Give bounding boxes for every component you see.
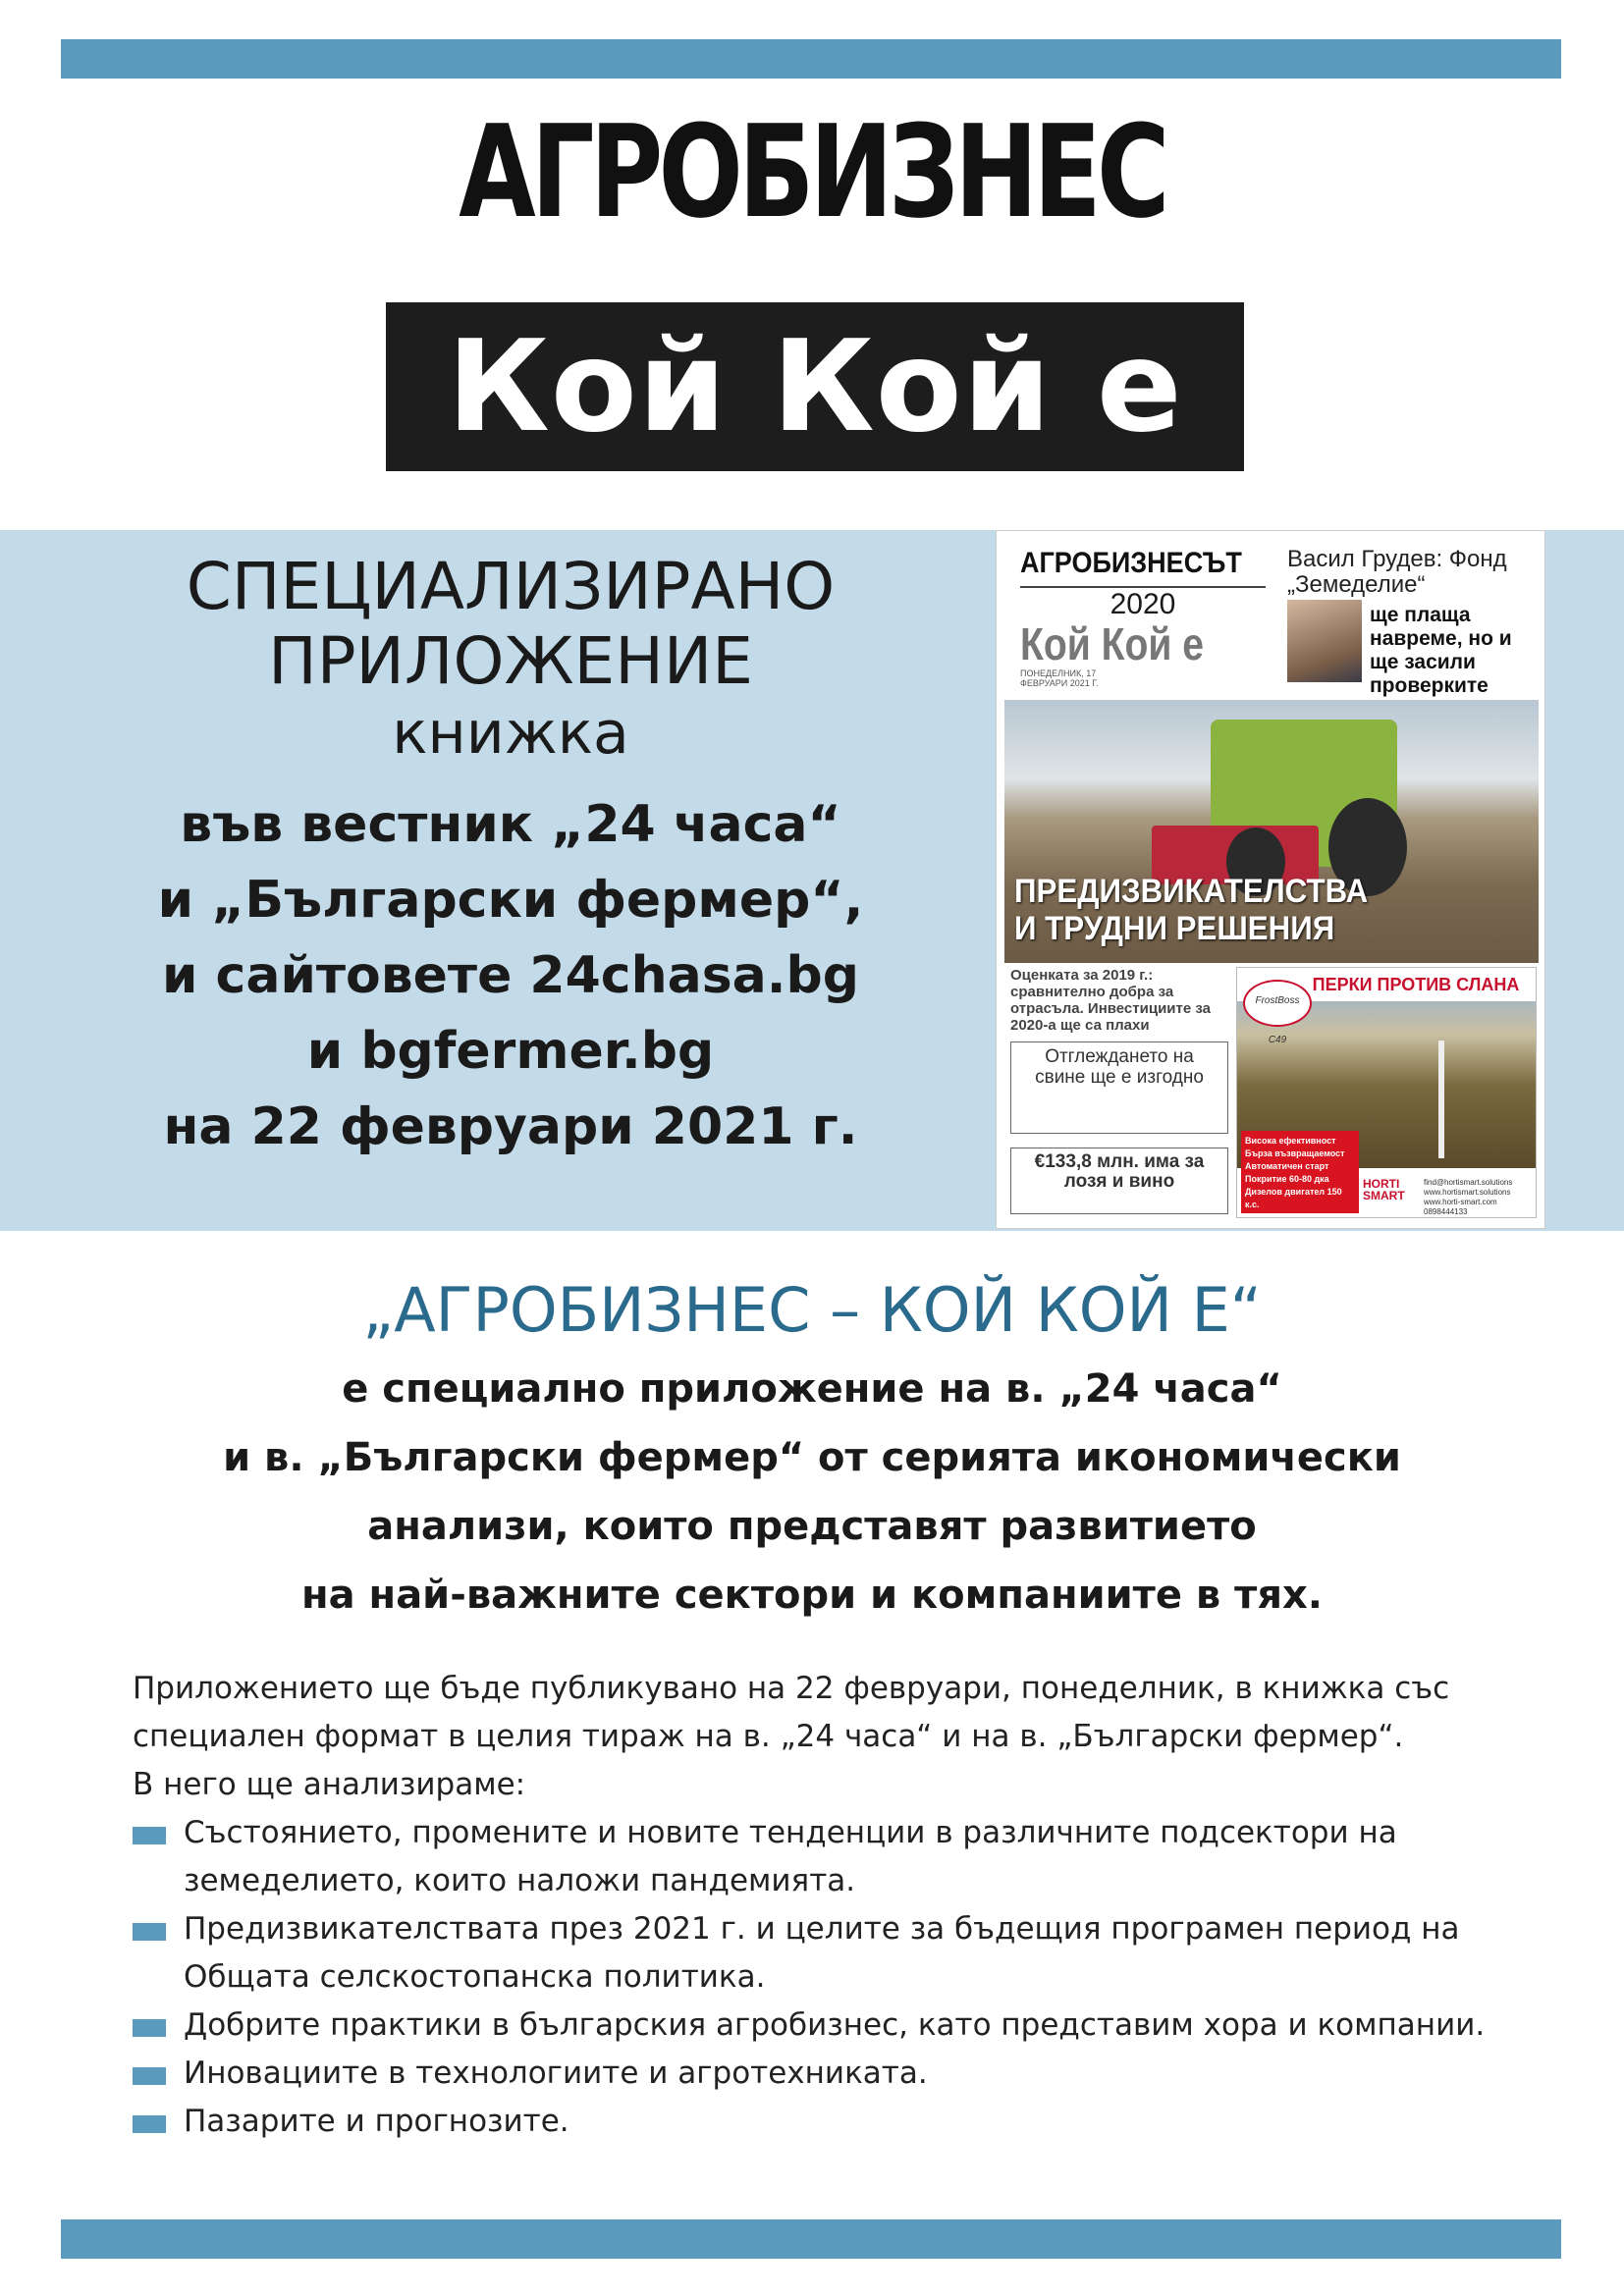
newspaper-cover [996,530,1545,1229]
bottom-accent-bar [61,2219,1561,2259]
subtitle-text: Кой Кой е [447,313,1183,460]
bullet-item [133,2002,1556,2050]
bullet-item [133,1809,1519,1905]
section-line: анализи, които представят развитието [367,1504,1257,1549]
cover-left-text: Оценката за 2019 г.: сравнително добра за отрасъла. Инвестициите за 2020-а ще са плахи [1010,967,1211,1034]
section-line: е специално приложение на в. „24 часа“ [342,1366,1282,1412]
section-line: на най-важните сектори и компаниите в тях. [301,1573,1323,1618]
cover-subtitle: Кой Кой е [1020,618,1205,669]
advert-title: ПЕРКИ ПРОТИВ СЛАНА [1237,968,1536,1001]
cover-headline [1014,873,1368,947]
bullet-text: Състоянието, промените и новите тенденции в различните подсектори на земеделието, които наложи пандемията. [184,1815,1397,1898]
promo-line-4: във вестник „24 часа“ [180,795,841,854]
advert-feature-list [1241,1131,1359,1213]
bullet-text: Иновациите в технологиите и агротехниката. [184,2056,928,2091]
windmill-icon [1438,1041,1444,1158]
main-title: АГРОБИЗНЕС [459,97,1165,246]
advert-contact: www.horti-smart.com [1424,1198,1497,1206]
cover-date: ПОНЕДЕЛНИК, 17 ФЕВРУАРИ 2021 Г. [1020,668,1099,688]
promo-line-6: и сайтовете 24chasa.bg [162,946,859,1005]
bullet-text: Добрите практики в българския агробизнес, като представим хора и компании. [184,2007,1486,2043]
bullet-item [133,2050,1556,2098]
hortismart-logo: HORTI SMART [1363,1177,1405,1202]
cover-box-pigs [1010,1041,1228,1134]
bullet-list [133,1809,1556,2146]
advert-feature: Покритие 60-80 дка [1245,1174,1329,1184]
top-accent-bar [61,39,1561,79]
body-intro-line: В него ще анализираме: [133,1767,526,1802]
advert-feature: Висока ефективност [1245,1136,1336,1146]
bullet-square-icon [133,2067,166,2085]
promo-line-3: книжка [392,699,629,768]
cover-box-pigs-text: Отглеждането на свине ще е изгодно [1035,1046,1204,1088]
advert-feature: Дизелов двигател 150 к.с. [1245,1187,1342,1209]
promo-line-1: СПЕЦИАЛИЗИРАНО [186,549,836,624]
section-line: и в. „Български фермер“ от серията икономически [223,1435,1401,1480]
cover-person: Васил Грудев: Фонд „Земеделие“ [1287,546,1507,598]
cover-headline-1: ПРЕДИЗВИКАТЕЛСТВА [1014,873,1369,910]
promo-text [29,550,992,1165]
cover-headline-2: И ТРУДНИ РЕШЕНИЯ [1014,910,1335,947]
advert-contacts [1424,1178,1512,1217]
cover-year: 2020 [1020,586,1266,621]
bullet-text: Пазарите и прогнозите. [184,2104,569,2139]
cover-box-wine-text: €133,8 млн. има за лозя и вино [1034,1151,1205,1192]
promo-line-8: на 22 февруари 2021 г. [163,1097,858,1156]
advert-feature: Бърза възвращаемост [1245,1148,1345,1158]
advert-contact: find@hortismart.solutions [1424,1178,1513,1187]
promo-line-7: и bgfermer.bg [306,1022,715,1081]
cover-quote: ще плаща навреме, но и ще засили проверките [1370,604,1512,697]
section-description [0,1355,1624,1629]
frostboss-logo: FrostBoss C49 [1243,980,1312,1027]
body-intro-line: Приложението ще бъде публикувано на 22 февруари, понеделник, в книжка със [133,1671,1450,1706]
person-photo [1287,600,1362,682]
body-intro [133,1665,1537,1809]
body-intro-line: специален формат в целия тираж на в. „24 часа“ и на в. „Български фермер“. [133,1719,1404,1754]
bullet-square-icon [133,1827,166,1844]
bullet-square-icon [133,1923,166,1941]
cover-box-wine [1010,1148,1228,1214]
bullet-item [133,1905,1539,2002]
cover-advert [1236,967,1537,1218]
bullet-text: Предизвикателствата през 2021 г. и целите за бъдещия програмен период на Общата селскостопанска политика. [184,1911,1460,1995]
section-title: „АГРОБИЗНЕС – КОЙ КОЙ Е“ [362,1274,1262,1346]
bullet-item [133,2098,1556,2146]
subtitle-box [386,302,1244,471]
bullet-square-icon [133,2019,166,2037]
advert-contact: 0898444133 [1424,1207,1468,1216]
cover-title: АГРОБИЗНЕСЪТ [1020,547,1242,579]
promo-line-5: и „Български фермер“, [157,871,864,930]
advert-contact: www.hortismart.solutions [1424,1188,1511,1197]
advert-feature: Автоматичен старт [1245,1161,1329,1171]
bullet-square-icon [133,2115,166,2133]
promo-line-2: ПРИЛОЖЕНИЕ [268,623,753,699]
